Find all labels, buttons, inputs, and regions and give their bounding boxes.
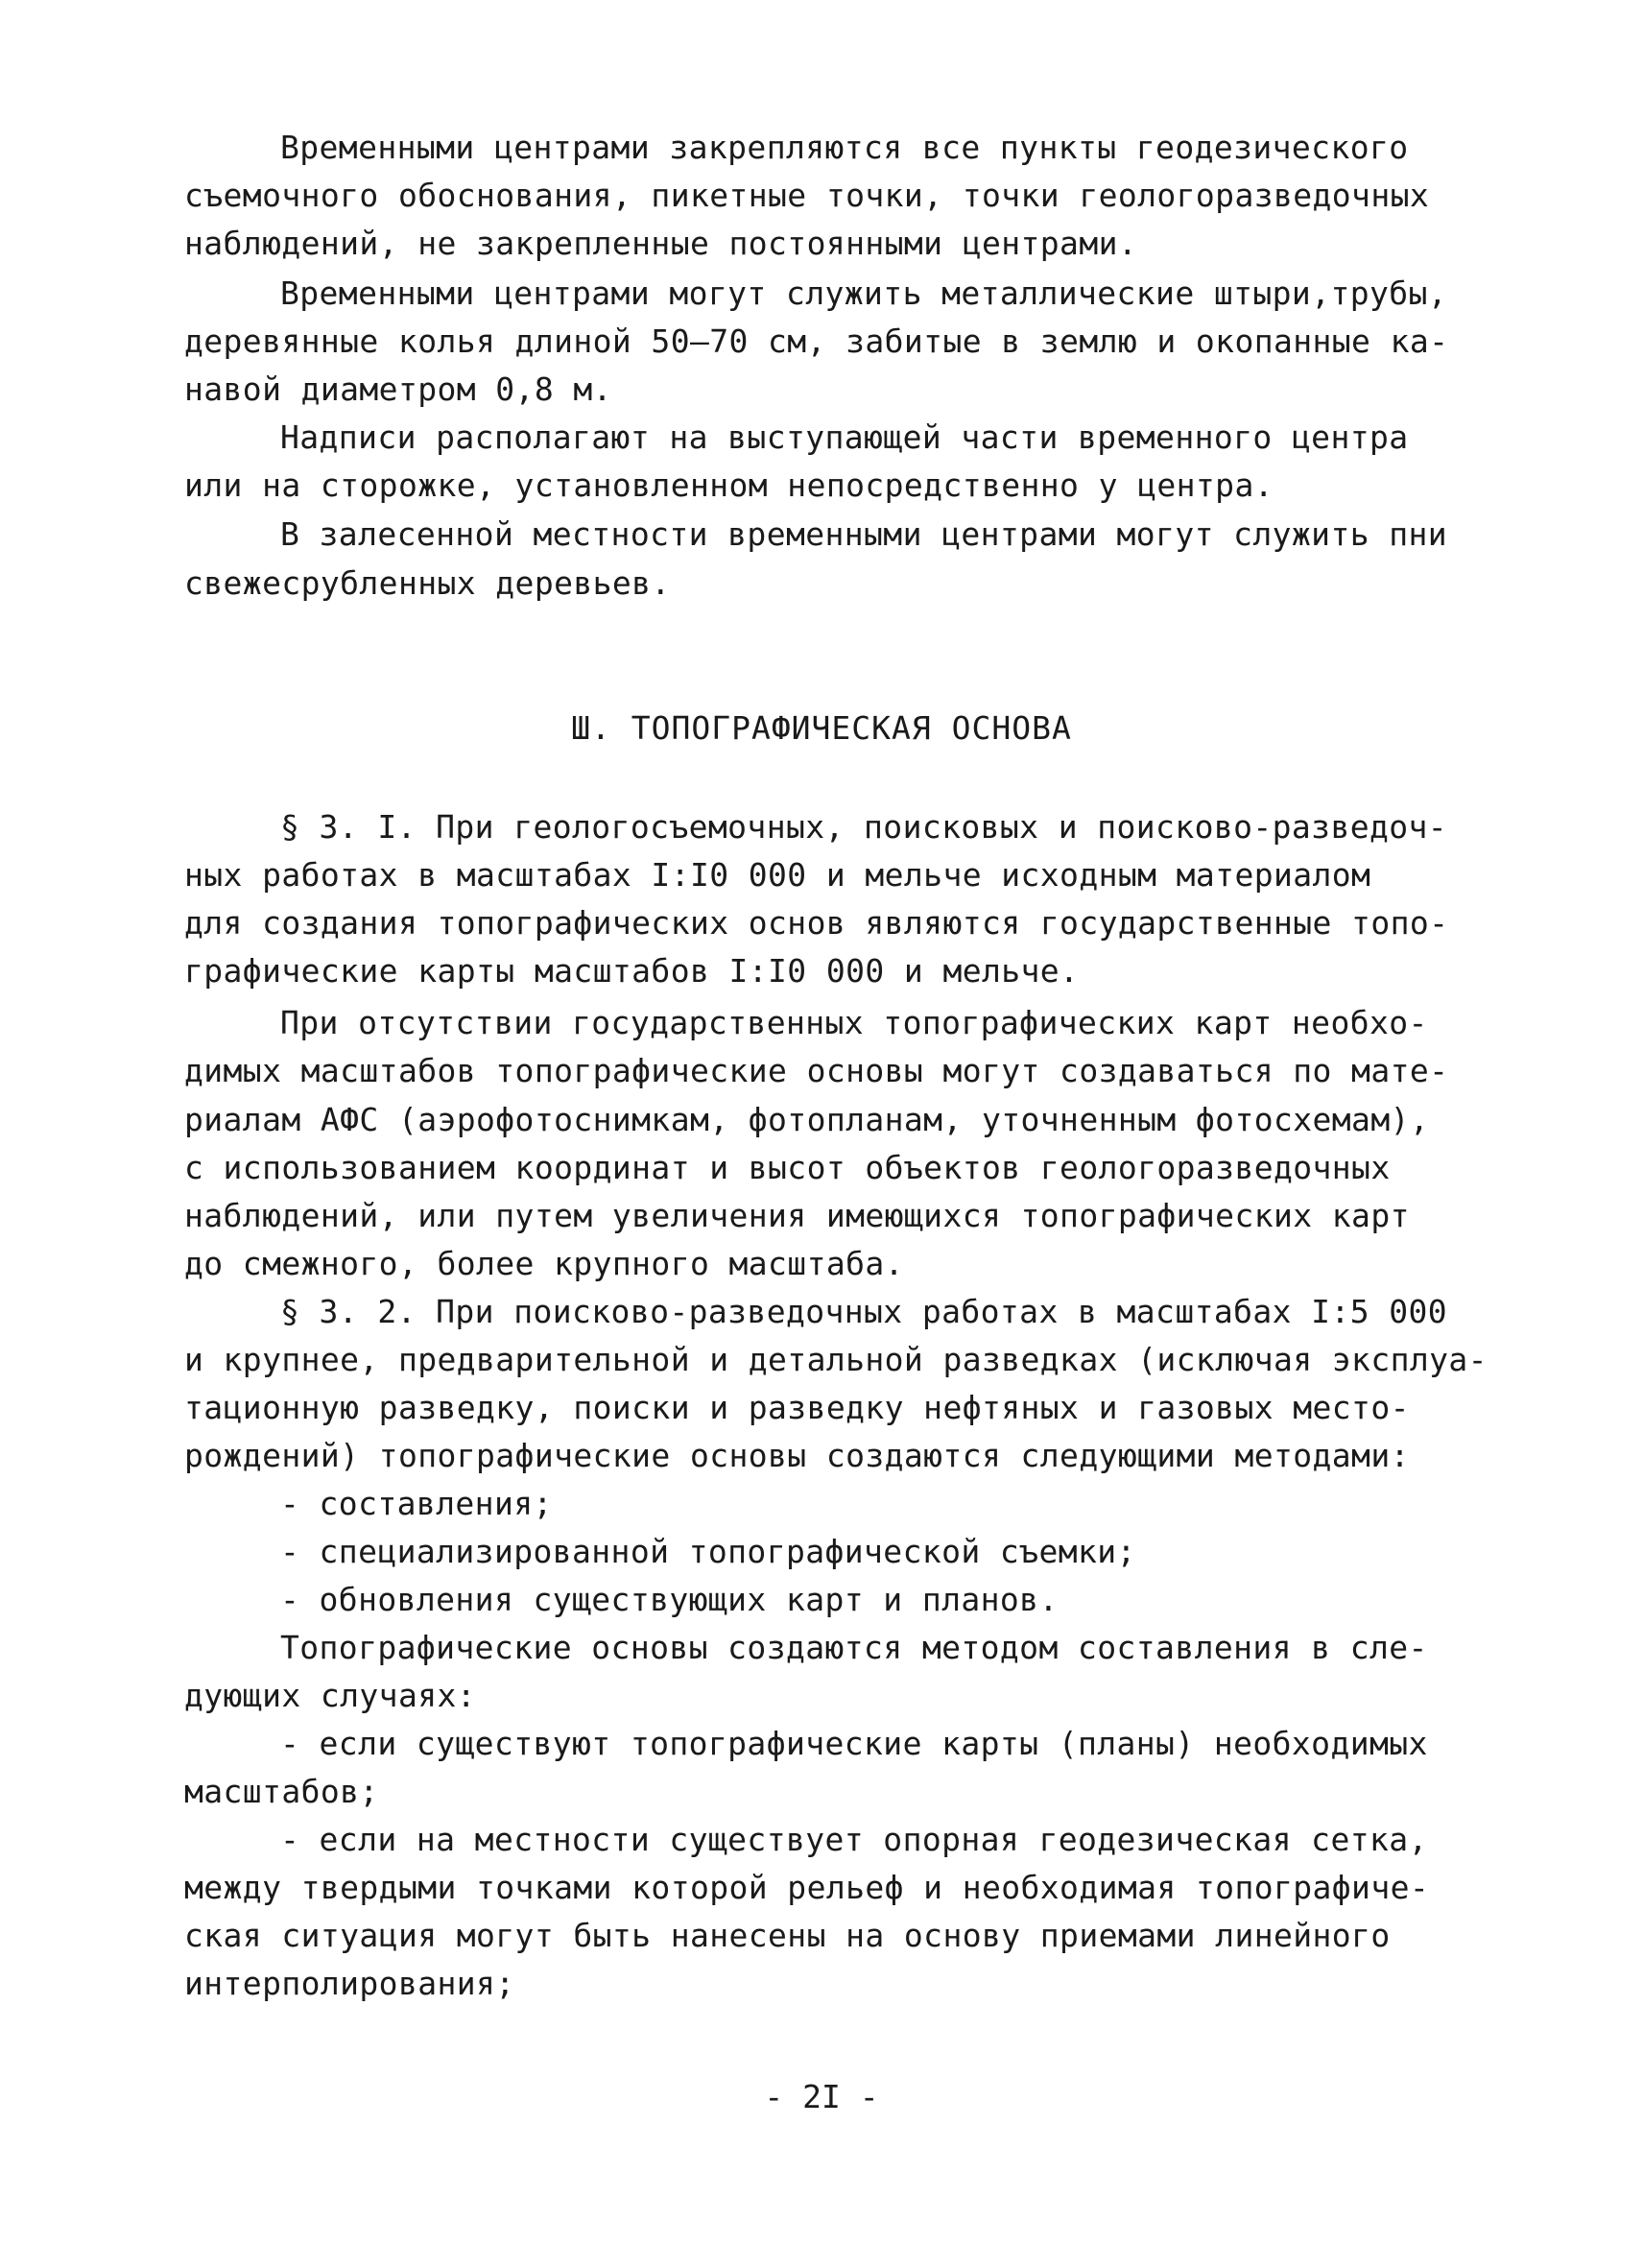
list-item: - специализированной топографической съемки;: [280, 1533, 1136, 1570]
text-line: деревянные колья длиной 50–70 см, забитые в землю и окопанные ка-: [184, 322, 1449, 360]
text-line: димых масштабов топографические основы могут создаваться по мате-: [184, 1052, 1449, 1089]
text-line: § 3. I. При геологосъемочных, поисковых и поисково-разведоч-: [280, 808, 1448, 846]
text-line: ных работах в масштабах I:I0 000 и мельче исходным материалом: [184, 856, 1371, 894]
text-line: или на сторожке, установленном непосредственно у центра.: [184, 466, 1274, 504]
list-item: - если на местности существует опорная геодезическая сетка,: [280, 1821, 1428, 1858]
text-line: Надписи располагают на выступающей части временного центра: [280, 418, 1409, 456]
text-line: до смежного, более крупного масштаба.: [184, 1245, 904, 1282]
text-line: В залесенной местности временными центрами могут служить пни: [280, 515, 1448, 553]
text-line: навой диаметром 0,8 м.: [184, 370, 612, 408]
text-line: рождений) топографические основы создаются следующими методами:: [184, 1437, 1410, 1474]
text-line: наблюдений, или путем увеличения имеющихся топографических карт: [184, 1197, 1410, 1234]
text-line: дующих случаях:: [184, 1677, 477, 1714]
text-line: с использованием координат и высот объектов геологоразведочных: [184, 1149, 1391, 1186]
text-line: для создания топографических основ являются государственные топо-: [184, 904, 1449, 942]
text-line: Временными центрами закрепляются все пункты геодезического: [280, 129, 1409, 166]
text-line: тационную разведку, поиски и разведку нефтяных и газовых место-: [184, 1389, 1410, 1426]
text-line: масштабов;: [184, 1773, 379, 1810]
list-item: - если существуют топографические карты (планы) необходимых: [280, 1725, 1428, 1762]
list-item: - обновления существующих карт и планов.: [280, 1581, 1059, 1618]
text-line: между твердыми точками которой рельеф и необходимая топографиче-: [184, 1869, 1430, 1906]
text-line: риалам АФС (аэрофотоснимкам, фотопланам, уточненным фотосхемам),: [184, 1101, 1430, 1138]
text-line: При отсутствии государственных топографических карт необхо-: [280, 1004, 1428, 1041]
page-number: - 2I -: [764, 2078, 879, 2115]
text-line: свежесрубленных деревьев.: [184, 564, 671, 602]
text-line: ская ситуация могут быть нанесены на основу приемами линейного: [184, 1917, 1391, 1954]
text-line: наблюдений, не закрепленные постоянными центрами.: [184, 225, 1138, 262]
text-line: Топографические основы создаются методом составления в сле-: [280, 1629, 1428, 1666]
section-heading: Ш. ТОПОГРАФИЧЕСКАЯ ОСНОВА: [571, 709, 1072, 747]
list-item: - составления;: [280, 1485, 553, 1522]
text-line: интерполирования;: [184, 1965, 515, 2002]
text-line: Временными центрами могут служить металлические штыри,трубы,: [280, 275, 1448, 312]
text-line: графические карты масштабов I:I0 000 и мельче.: [184, 952, 1080, 990]
text-line: съемочного обоснования, пикетные точки, точки геологоразведочных: [184, 177, 1430, 214]
text-line: и крупнее, предварительной и детальной разведках (исключая эксплуа-: [184, 1341, 1488, 1378]
text-line: § 3. 2. При поисково-разведочных работах в масштабах I:5 000: [280, 1293, 1448, 1330]
